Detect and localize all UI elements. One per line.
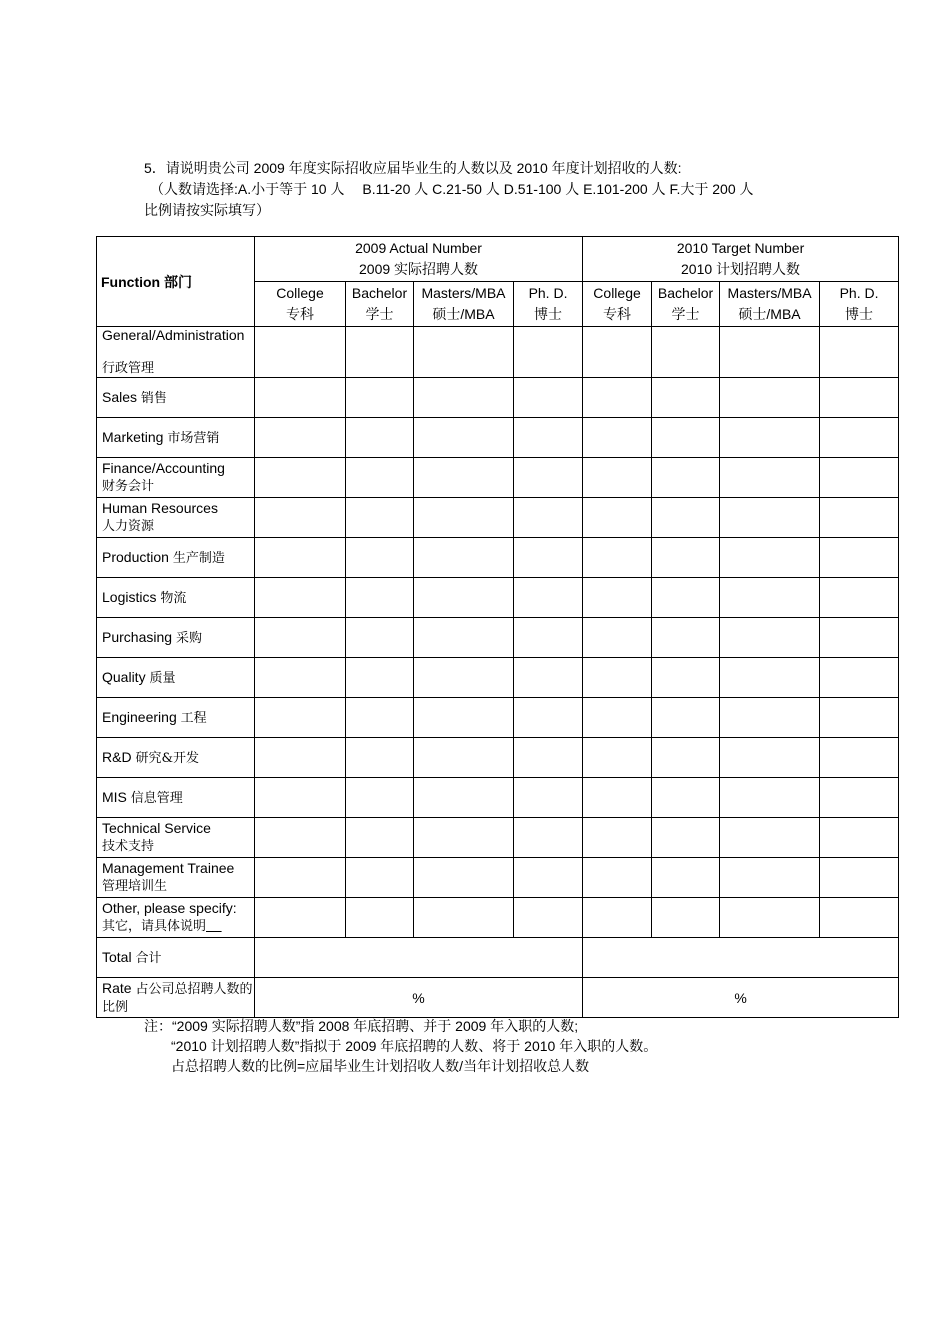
table-row xyxy=(97,378,899,418)
entry-cell[interactable] xyxy=(514,778,583,818)
entry-cell[interactable] xyxy=(346,458,414,498)
entry-cell[interactable] xyxy=(514,898,583,938)
entry-cell[interactable] xyxy=(514,418,583,458)
rate-row xyxy=(97,978,899,1018)
entry-cell[interactable] xyxy=(652,327,720,378)
entry-cell[interactable] xyxy=(720,618,820,658)
entry-cell[interactable] xyxy=(583,538,652,578)
entry-cell[interactable] xyxy=(720,698,820,738)
entry-cell[interactable] xyxy=(720,458,820,498)
specify-blank[interactable] xyxy=(206,917,222,933)
col-label-en: Bachelor xyxy=(657,285,714,301)
col-label-cn: 专科 xyxy=(286,306,314,322)
row-label-cn: 行政管理 xyxy=(102,361,155,376)
total-label-cn: 合计 xyxy=(135,950,162,966)
table-row xyxy=(97,898,899,938)
entry-cell[interactable] xyxy=(720,738,820,778)
entry-cell[interactable] xyxy=(346,738,414,778)
entry-cell[interactable] xyxy=(514,658,583,698)
entry-cell[interactable] xyxy=(414,418,514,458)
table-row xyxy=(97,778,899,818)
entry-cell[interactable] xyxy=(514,618,583,658)
row-label-cn: 质量 xyxy=(149,670,176,686)
entry-cell[interactable] xyxy=(820,327,899,378)
note-line-3: 占总招聘人数的比例=应届毕业生计划招收人数/当年计划招收总人数 xyxy=(171,1058,590,1074)
row-label-cn: 物流 xyxy=(160,590,187,606)
row-label-cn: 工程 xyxy=(180,710,207,726)
entry-cell[interactable] xyxy=(720,858,820,898)
entry-cell[interactable] xyxy=(346,858,414,898)
row-label xyxy=(97,578,255,618)
entry-cell[interactable] xyxy=(820,898,899,938)
entry-cell[interactable] xyxy=(514,738,583,778)
col-2010-3 xyxy=(820,282,899,327)
entry-cell[interactable] xyxy=(255,818,346,858)
row-label-cn: 采购 xyxy=(175,630,202,646)
entry-cell[interactable] xyxy=(255,327,346,378)
row-label-en: Marketing xyxy=(102,428,164,445)
group-2010-cn: 2010 计划招聘人数 xyxy=(681,261,801,277)
entry-cell[interactable] xyxy=(583,858,652,898)
entry-cell[interactable] xyxy=(652,738,720,778)
table-row xyxy=(97,818,899,858)
row-label xyxy=(97,458,255,498)
row-label-cn: 其它，请具体说明 xyxy=(102,919,207,934)
table-row xyxy=(97,658,899,698)
entry-cell[interactable] xyxy=(583,498,652,538)
entry-cell[interactable] xyxy=(652,698,720,738)
row-label xyxy=(97,327,255,378)
row-label xyxy=(97,378,255,418)
entry-cell[interactable] xyxy=(414,498,514,538)
col-label-en: College xyxy=(593,285,641,301)
entry-cell[interactable] xyxy=(255,778,346,818)
total-2010-cell[interactable] xyxy=(583,938,899,978)
rate-label-en: Rate xyxy=(102,979,132,996)
row-label-en: Purchasing xyxy=(102,628,173,645)
row-label-cn: 研究&开发 xyxy=(135,750,200,766)
note-line-2: “2010 计划招聘人数”指拟于 2009 年底招聘的人数、将于 2010 年入职的人数。 xyxy=(171,1038,658,1054)
entry-cell[interactable] xyxy=(583,418,652,458)
table-row xyxy=(97,418,899,458)
row-label xyxy=(97,658,255,698)
entry-cell[interactable] xyxy=(255,418,346,458)
col-label-cn: 专科 xyxy=(603,306,632,322)
row-label xyxy=(97,418,255,458)
total-label xyxy=(97,938,255,978)
row-label-en: General/Administration xyxy=(102,327,245,343)
group-2009-en: 2009 Actual Number xyxy=(355,240,482,256)
row-label-cn: 销售 xyxy=(140,390,167,406)
entry-cell[interactable] xyxy=(820,858,899,898)
entry-cell[interactable] xyxy=(414,858,514,898)
entry-cell[interactable] xyxy=(720,538,820,578)
entry-cell[interactable] xyxy=(820,738,899,778)
entry-cell[interactable] xyxy=(583,618,652,658)
rate-label xyxy=(97,978,255,1018)
entry-cell[interactable] xyxy=(514,538,583,578)
col-label-cn: 硕士/MBA xyxy=(432,306,495,322)
entry-cell[interactable] xyxy=(255,898,346,938)
note-line-1: 注：“2009 实际招聘人数”指 2008 年底招聘、并于 2009 年入职的人数; xyxy=(144,1018,579,1034)
total-label-en: Total xyxy=(102,948,132,965)
col-label-cn: 学士 xyxy=(365,306,394,322)
entry-cell[interactable] xyxy=(255,538,346,578)
entry-cell[interactable] xyxy=(583,378,652,418)
entry-cell[interactable] xyxy=(583,698,652,738)
entry-cell[interactable] xyxy=(414,458,514,498)
table-row xyxy=(97,327,899,378)
entry-cell[interactable] xyxy=(652,818,720,858)
col-2009-0 xyxy=(255,282,346,327)
entry-cell[interactable] xyxy=(652,538,720,578)
entry-cell[interactable] xyxy=(720,778,820,818)
entry-cell[interactable] xyxy=(414,778,514,818)
entry-cell[interactable] xyxy=(720,418,820,458)
row-label-en: Quality xyxy=(102,668,146,685)
entry-cell[interactable] xyxy=(652,578,720,618)
entry-cell[interactable] xyxy=(346,327,414,378)
entry-cell[interactable] xyxy=(652,778,720,818)
entry-cell[interactable] xyxy=(414,658,514,698)
entry-cell[interactable] xyxy=(820,778,899,818)
row-label-en: Human Resources xyxy=(102,500,218,516)
row-label-en: Management Trainee xyxy=(102,860,235,876)
entry-cell[interactable] xyxy=(583,458,652,498)
entry-cell[interactable] xyxy=(820,698,899,738)
entry-cell[interactable] xyxy=(583,658,652,698)
total-2009-cell[interactable] xyxy=(255,938,583,978)
question-intro xyxy=(144,158,754,221)
entry-cell[interactable] xyxy=(414,578,514,618)
entry-cell[interactable] xyxy=(820,618,899,658)
row-label xyxy=(97,618,255,658)
entry-cell[interactable] xyxy=(583,738,652,778)
entry-cell[interactable] xyxy=(414,818,514,858)
table-row xyxy=(97,578,899,618)
function-header: Function 部门 xyxy=(97,237,255,327)
table-row xyxy=(97,458,899,498)
row-label-cn: 管理培训生 xyxy=(102,879,168,894)
group-header-2010 xyxy=(583,237,899,282)
row-label xyxy=(97,498,255,538)
col-2009-1 xyxy=(346,282,414,327)
entry-cell[interactable] xyxy=(820,578,899,618)
entry-cell[interactable] xyxy=(346,618,414,658)
entry-cell[interactable] xyxy=(820,458,899,498)
col-2010-2 xyxy=(720,282,820,327)
percent-sign: % xyxy=(734,989,747,1006)
entry-cell[interactable] xyxy=(346,578,414,618)
notes xyxy=(144,1016,657,1076)
row-label-en: Sales xyxy=(102,388,138,405)
entry-cell[interactable] xyxy=(720,818,820,858)
entry-cell[interactable] xyxy=(820,658,899,698)
row-label-en: R&D xyxy=(102,748,132,765)
row-label-cn: 生产制造 xyxy=(172,550,225,566)
entry-cell[interactable] xyxy=(414,538,514,578)
entry-cell[interactable] xyxy=(720,898,820,938)
row-label-cn: 财务会计 xyxy=(102,479,155,494)
row-label xyxy=(97,898,255,938)
col-label-cn: 硕士/MBA xyxy=(738,306,801,322)
percent-sign: % xyxy=(412,989,425,1006)
col-2009-3 xyxy=(514,282,583,327)
entry-cell[interactable] xyxy=(583,578,652,618)
entry-cell[interactable] xyxy=(514,327,583,378)
col-label-en: Masters/MBA xyxy=(727,285,812,301)
table-row xyxy=(97,858,899,898)
total-row xyxy=(97,938,899,978)
entry-cell[interactable] xyxy=(255,738,346,778)
row-label-en: Finance/Accounting xyxy=(102,460,225,476)
col-label-en: Ph. D. xyxy=(528,285,568,301)
col-label-en: Masters/MBA xyxy=(421,285,506,301)
col-label-en: College xyxy=(276,285,324,301)
entry-cell[interactable] xyxy=(346,378,414,418)
row-label xyxy=(97,778,255,818)
entry-cell[interactable] xyxy=(514,378,583,418)
entry-cell[interactable] xyxy=(414,327,514,378)
entry-cell[interactable] xyxy=(720,658,820,698)
question-line-3: 比例请按实际填写） xyxy=(144,202,270,218)
entry-cell[interactable] xyxy=(346,698,414,738)
entry-cell[interactable] xyxy=(820,378,899,418)
rate-2009-cell[interactable] xyxy=(255,978,583,1018)
entry-cell[interactable] xyxy=(255,498,346,538)
entry-cell[interactable] xyxy=(346,498,414,538)
entry-cell[interactable] xyxy=(414,738,514,778)
table-row xyxy=(97,738,899,778)
entry-cell[interactable] xyxy=(514,858,583,898)
entry-cell[interactable] xyxy=(346,778,414,818)
group-header-2009 xyxy=(255,237,583,282)
entry-cell[interactable] xyxy=(820,818,899,858)
entry-cell[interactable] xyxy=(720,327,820,378)
entry-cell[interactable] xyxy=(414,618,514,658)
entry-cell[interactable] xyxy=(720,578,820,618)
entry-cell[interactable] xyxy=(583,778,652,818)
entry-cell[interactable] xyxy=(346,818,414,858)
entry-cell[interactable] xyxy=(255,698,346,738)
entry-cell[interactable] xyxy=(720,378,820,418)
row-label-en: Engineering xyxy=(102,708,177,725)
group-2010-en: 2010 Target Number xyxy=(676,240,805,256)
rate-label-cn: 占公司总招聘人数的比例 xyxy=(102,981,253,1015)
question-line-2: （人数请选择:A.小于等于 10 人 B.11-20 人 C.21-50 人 D.51-100 人 E.101-200 人 F.大于 200 人 xyxy=(150,181,754,197)
entry-cell[interactable] xyxy=(652,858,720,898)
entry-cell[interactable] xyxy=(514,578,583,618)
table-row xyxy=(97,538,899,578)
row-label xyxy=(97,738,255,778)
col-2009-2 xyxy=(414,282,514,327)
entry-cell[interactable] xyxy=(414,378,514,418)
table-row xyxy=(97,618,899,658)
entry-cell[interactable] xyxy=(652,618,720,658)
entry-cell[interactable] xyxy=(514,498,583,538)
entry-cell[interactable] xyxy=(652,498,720,538)
entry-cell[interactable] xyxy=(583,818,652,858)
entry-cell[interactable] xyxy=(255,578,346,618)
entry-cell[interactable] xyxy=(346,418,414,458)
entry-cell[interactable] xyxy=(820,418,899,458)
rate-2010-cell[interactable] xyxy=(583,978,899,1018)
row-label-cn: 技术支持 xyxy=(102,839,155,854)
entry-cell[interactable] xyxy=(255,458,346,498)
entry-cell[interactable] xyxy=(346,898,414,938)
entry-cell[interactable] xyxy=(255,618,346,658)
entry-cell[interactable] xyxy=(652,418,720,458)
col-label-cn: 博士 xyxy=(534,306,563,322)
row-label-cn: 信息管理 xyxy=(130,790,183,806)
row-label xyxy=(97,818,255,858)
entry-cell[interactable] xyxy=(255,378,346,418)
col-label-cn: 学士 xyxy=(671,306,700,322)
row-label-cn: 市场营销 xyxy=(167,430,220,446)
row-label-en: Logistics xyxy=(102,588,157,605)
entry-cell[interactable] xyxy=(255,658,346,698)
table-row xyxy=(97,698,899,738)
col-label-cn: 博士 xyxy=(845,306,874,322)
entry-cell[interactable] xyxy=(652,458,720,498)
question-line-1: 5．请说明贵公司 2009 年度实际招收应届毕业生的人数以及 2010 年度计划招收的人数: xyxy=(144,160,682,176)
col-label-en: Bachelor xyxy=(351,285,408,301)
row-label-en: Production xyxy=(102,548,169,565)
row-label xyxy=(97,858,255,898)
entry-cell[interactable] xyxy=(414,698,514,738)
table-row xyxy=(97,498,899,538)
row-label-en: MIS xyxy=(102,788,127,805)
row-label xyxy=(97,538,255,578)
entry-cell[interactable] xyxy=(583,327,652,378)
col-2010-1 xyxy=(652,282,720,327)
group-2009-cn: 2009 实际招聘人数 xyxy=(359,261,479,277)
row-label-cn: 人力资源 xyxy=(102,519,155,534)
entry-cell[interactable] xyxy=(346,538,414,578)
row-label-en: Other, please specify: xyxy=(102,900,237,916)
recruitment-table xyxy=(96,236,899,1018)
entry-cell[interactable] xyxy=(652,898,720,938)
entry-cell[interactable] xyxy=(255,858,346,898)
entry-cell[interactable] xyxy=(720,498,820,538)
row-label-en: Technical Service xyxy=(102,820,211,836)
entry-cell[interactable] xyxy=(514,818,583,858)
entry-cell[interactable] xyxy=(583,898,652,938)
row-label xyxy=(97,698,255,738)
entry-cell[interactable] xyxy=(414,898,514,938)
entry-cell[interactable] xyxy=(652,658,720,698)
col-2010-0 xyxy=(583,282,652,327)
entry-cell[interactable] xyxy=(652,378,720,418)
entry-cell[interactable] xyxy=(514,698,583,738)
entry-cell[interactable] xyxy=(346,658,414,698)
entry-cell[interactable] xyxy=(820,538,899,578)
entry-cell[interactable] xyxy=(514,458,583,498)
col-label-en: Ph. D. xyxy=(839,285,879,301)
entry-cell[interactable] xyxy=(820,498,899,538)
